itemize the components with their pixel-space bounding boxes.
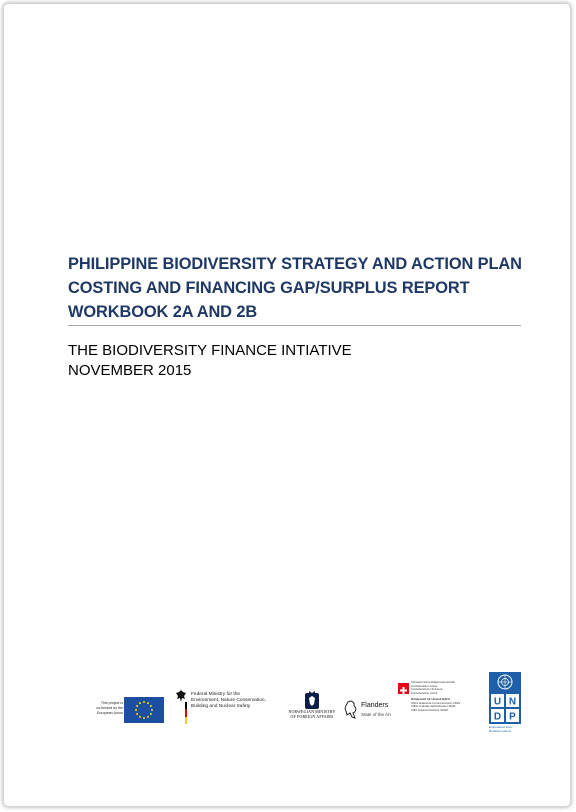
title-line-2: COSTING AND FINANCING GAP/SURPLUS REPORT (68, 279, 470, 297)
undp-logo (489, 672, 521, 738)
title-line-1: PHILIPPINE BIODIVERSITY STRATEGY AND ACTION PLAN (68, 255, 522, 273)
swiss-text-line: Bundesamt für Umwelt BAFU (411, 697, 451, 701)
undp-tagline (489, 726, 523, 733)
subtitle-date: NOVEMBER 2015 (68, 362, 192, 379)
german-ministry-logo (176, 690, 276, 724)
undp-letter: D (493, 711, 502, 723)
eu-stars-icon (124, 697, 164, 723)
german-flag-bar (185, 702, 187, 724)
eu-flag-logo (124, 697, 164, 723)
eagle-icon (176, 690, 186, 702)
eu-text-line: European Union (97, 711, 123, 715)
undp-letter: U (493, 696, 502, 708)
title-divider (68, 325, 521, 326)
norway-crest-icon (304, 690, 320, 710)
eu-text-line: This project is (100, 701, 123, 705)
norway-ministry-text (282, 710, 342, 719)
document-page (3, 3, 571, 807)
flanders-tagline: State of the Art (361, 712, 391, 717)
eu-cofunded-text (88, 701, 123, 716)
swiss-text-line: Confederaziun svizra (411, 690, 438, 695)
swiss-text-line: Schweizerische Eidgenossenschaft (411, 680, 455, 684)
swiss-text-line: Office fédéral de l'environnement OFEV (411, 700, 461, 705)
german-ministry-text (191, 692, 281, 710)
undp-tagline-line: Resilient nations. (489, 728, 512, 733)
undp-letter: N (508, 696, 517, 708)
title-line-3: WORKBOOK 2A AND 2B (68, 303, 258, 321)
un-emblem-icon (489, 672, 521, 724)
flanders-logo (344, 700, 394, 722)
lion-icon (344, 700, 358, 720)
norway-text-line: OF FOREIGN AFFAIRS (290, 714, 334, 719)
undp-tagline-line: Empowered lives. (489, 725, 513, 729)
eu-text-line: co-funded by the (96, 706, 123, 710)
swiss-flag-icon (398, 683, 409, 694)
norway-ministry-logo (282, 690, 342, 722)
swiss-text-line: Confederazione Svizzera (411, 687, 443, 691)
flanders-name: Flanders (361, 702, 389, 709)
swiss-foen-logo (398, 681, 482, 733)
german-text-line: Federal Ministry for the (191, 692, 241, 697)
swiss-text-line: Confédération suisse (411, 683, 438, 688)
german-text-line: Building and Nuclear Safety (191, 704, 251, 709)
undp-emblem (489, 672, 521, 724)
subtitle-organization: THE BIODIVERSITY FINANCE INTIATIVE (68, 342, 352, 359)
report-title (68, 252, 520, 324)
german-text-line: Environment, Nature Conservation, (191, 698, 266, 703)
report-subtitle (68, 341, 352, 381)
swiss-text-line: Ufficio federale dell'ambiente UFAM (411, 704, 456, 708)
undp-letter: P (509, 711, 516, 723)
swiss-foen-text (411, 681, 483, 712)
swiss-text-line: Uffizi federal d'ambient UFAM (411, 707, 448, 712)
norway-text-line: NORWEGIAN MINISTRY (288, 710, 336, 714)
